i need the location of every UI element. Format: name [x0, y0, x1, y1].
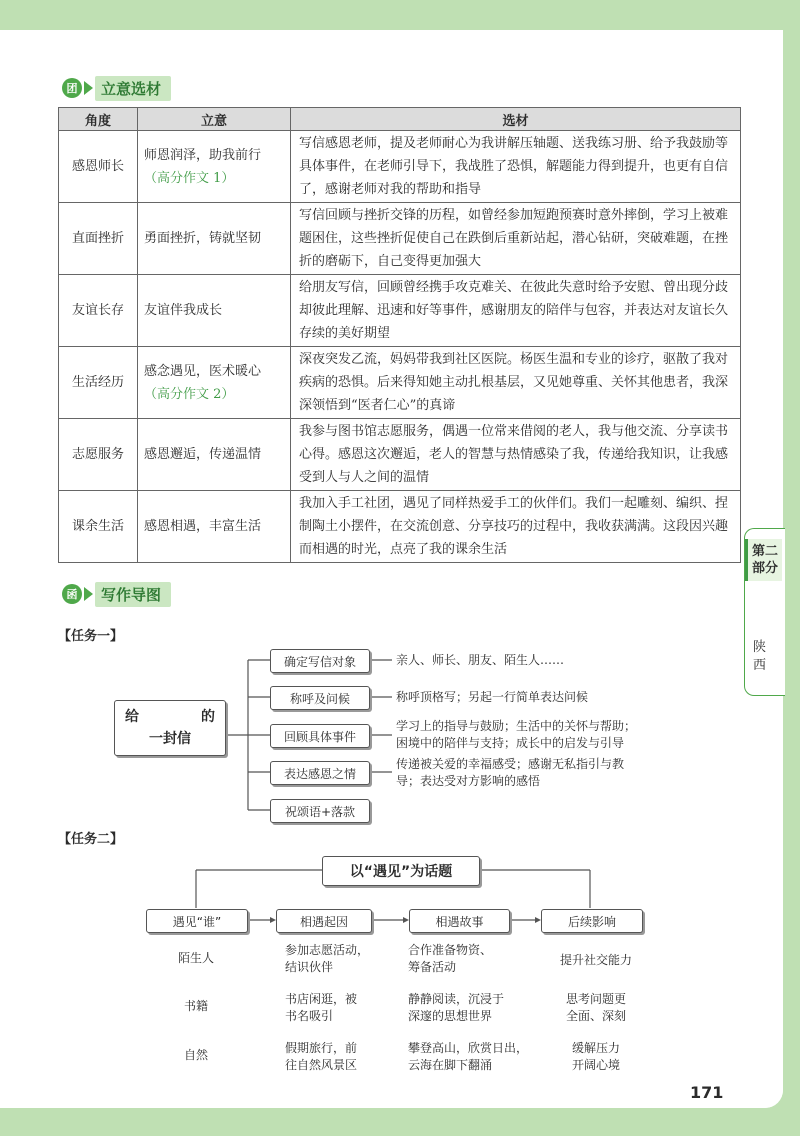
cell-angle: 志愿服务 — [59, 419, 138, 491]
cell-material: 深夜突发乙流，妈妈带我到社区医院。杨医生温和专业的诊疗，驱散了我对疾病的恐惧。后来得知她主动扎根基层，又见她尊重、关怀其他患者，我深深领悟到“医者仁心”的真谛 — [291, 347, 741, 419]
cell-material: 给朋友写信，回顾曾经携手攻克难关、在彼此失意时给予安慰、曾出现分歧却彼此理解、迅速和好等事件，感谢朋友的陪伴与包容，并表达对友谊长久存续的美好期望 — [291, 275, 741, 347]
branch-box: 确定写信对象 — [270, 649, 370, 673]
column-header-material: 选材 — [291, 108, 741, 131]
cell-theme: 勇面挫折，铸就坚韧 — [138, 203, 291, 275]
section-badge-icon: 团 — [62, 78, 82, 98]
page-number: 171 — [690, 1083, 724, 1102]
cell-angle: 课余生活 — [59, 491, 138, 563]
branch-detail: 传递被关爱的幸福感受；感谢无私指引与教 导；表达受对方影响的感悟 — [396, 757, 625, 788]
cell-angle: 友谊长存 — [59, 275, 138, 347]
who-cell: 自然 — [183, 1048, 208, 1062]
section-badge-icon: 函 — [62, 584, 82, 604]
branch-detail: 学习上的指导与鼓励；生活中的关怀与帮助； 困境中的陪伴与支持；成长中的启发与引导 — [396, 719, 637, 750]
cell-material: 写信回顾与挫折交锋的历程，如曾经参加短跑预赛时意外摔倒，学习上被难题困住，这些挫折促使自己在跌倒后重新站起，潜心钻研，突破难题，在挫折的磨砺下，自己变得更加强大 — [291, 203, 741, 275]
chapter-side-tab — [744, 528, 785, 696]
cell-theme: 感恩相遇，丰富生活 — [138, 491, 291, 563]
task-two-label: 【任务二】 — [58, 832, 124, 847]
province-label: 陕 西 — [753, 640, 767, 673]
column-header-theme: 立意 — [138, 108, 291, 131]
cause-cell: 书店闲逛，被 书名吸引 — [285, 992, 358, 1023]
story-cell: 攀登高山，欣赏日出， 云海在脚下翻涌 — [408, 1041, 529, 1072]
cell-angle: 生活经历 — [59, 347, 138, 419]
branch-detail: 亲人、师长、朋友、陌生人…… — [396, 653, 565, 667]
high-score-note: （高分作文 2） — [144, 386, 235, 402]
cell-material: 写信感恩老师，提及老师耐心为我讲解压轴题、送我练习册、给予我鼓励等具体事件，在老师引导下，我战胜了恐惧，解题能力得到提升，也更有自信了，感谢老师对我的帮助和指导 — [291, 131, 741, 203]
effect-cell: 缓解压力 开阔心境 — [571, 1041, 620, 1072]
who-cell: 陌生人 — [177, 951, 214, 965]
cell-material: 我加入手工社团，遇见了同样热爱手工的伙伴们。我们一起雕刻、编织、捏制陶土小摆件，在交流创意、分享技巧的过程中，我收获满满。这段因兴趣而相遇的时光，点亮了我的课余生活 — [291, 491, 741, 563]
column-header-angle: 角度 — [59, 108, 138, 131]
branch-box: 称呼及问候 — [270, 686, 370, 710]
task-one-label: 【任务一】 — [58, 629, 124, 644]
column-box: 相遇故事 — [409, 909, 510, 933]
story-cell: 合作准备物资、 筹备活动 — [408, 943, 493, 974]
cause-cell: 参加志愿活动， 结识伙伴 — [285, 943, 370, 974]
branch-box: 祝颂语+落款 — [270, 799, 370, 823]
column-box: 后续影响 — [541, 909, 643, 933]
cell-theme: 感恩邂逅，传递温情 — [138, 419, 291, 491]
section-title: 写作导图 — [95, 582, 171, 607]
branch-box: 表达感恩之情 — [270, 761, 370, 785]
cell-theme: 感念遇见，医术暖心 （高分作文 2） — [138, 347, 291, 419]
column-box: 相遇起因 — [276, 909, 372, 933]
section-title: 立意选材 — [95, 76, 171, 101]
cell-angle: 感恩师长 — [59, 131, 138, 203]
letter-title-box: 给 的 一封信 — [114, 700, 226, 756]
cell-material: 我参与图书馆志愿服务，偶遇一位常来借阅的老人，我与他交流、分享读书心得。感恩这次邂逅，老人的智慧与热情感染了我，传递给我知识，让我感受到人与人之间的温情 — [291, 419, 741, 491]
branch-detail: 称呼顶格写；另起一行简单表达问候 — [396, 690, 589, 704]
effect-cell: 提升社交能力 — [559, 953, 632, 967]
part-label: 第二部分 — [745, 539, 782, 581]
story-cell: 静静阅读，沉浸于 深邃的思想世界 — [408, 992, 505, 1023]
cell-angle: 直面挫折 — [59, 203, 138, 275]
cell-theme: 友谊伴我成长 — [138, 275, 291, 347]
cell-theme: 师恩润泽，助我前行 （高分作文 1） — [138, 131, 291, 203]
high-score-note: （高分作文 1） — [144, 170, 235, 186]
effect-cell: 思考问题更 全面、深刻 — [565, 992, 626, 1023]
topic-box: 以“遇见”为话题 — [322, 856, 480, 886]
column-box: 遇见“谁” — [146, 909, 248, 933]
cause-cell: 假期旅行，前 往自然风景区 — [285, 1041, 358, 1072]
who-cell: 书籍 — [183, 999, 208, 1013]
branch-box: 回顾具体事件 — [270, 724, 370, 748]
